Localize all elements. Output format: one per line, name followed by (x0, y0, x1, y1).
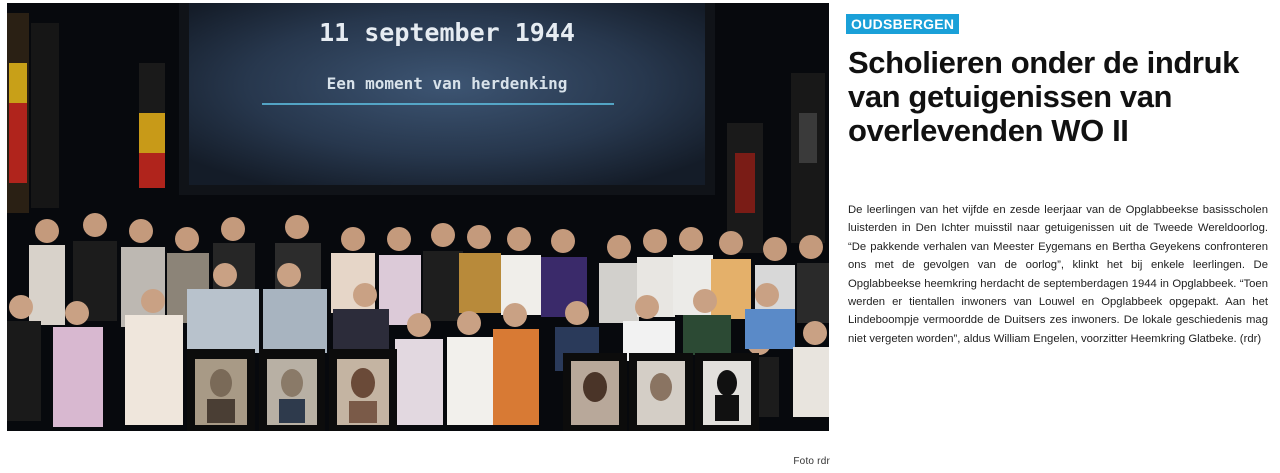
photo-credit: Foto rdr (793, 456, 830, 467)
headline: Scholieren onder de indruk van getuigenissen van overlevenden WO II (848, 45, 1239, 148)
location-kicker: OUDSBERGEN (846, 14, 959, 34)
screen-title: 11 september 1944 (319, 18, 575, 47)
article (846, 14, 1272, 148)
ceremony-photo-illustration (7, 3, 829, 431)
article-body: De leerlingen van het vijfde en zesde leerjaar van de Opglabbeekse basisscholen luisterden in Den Ichter muisstil naar getuigenissen uit de Tweede Wereldoorlog. “De pakkende verhalen van Meester Eygemans en Bertha Geyekens confronteren ons met de gevolgen van de oorlog”, klinkt het bij enkele leerlingen. De Opglabbeekse heemkring herdacht de septemberdagen 1944 in Opglabbeek. “Toen werden er tientallen inwoners van Louwel en Opglabbeek opgepakt. Aan het Lindeboompje vermoordde de Duitsers zes inwoners. De lokale geschiedenis mag niet vergeten worden”, aldus William Engelen, voorzitter Heemkring Glatbeke. (rdr) (848, 204, 1268, 345)
news-photo (7, 3, 829, 431)
screen-subtitle: Een moment van herdenking (326, 74, 568, 93)
